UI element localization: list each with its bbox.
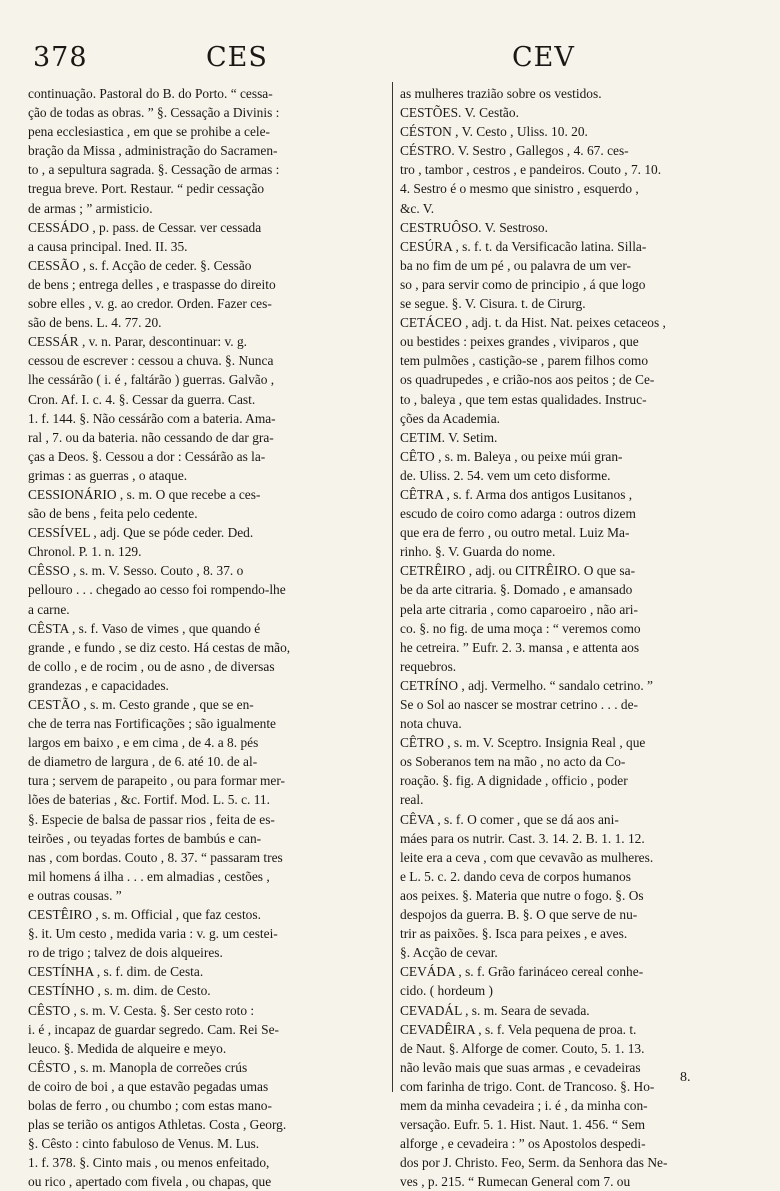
text-line: grande , e fundo , se diz cesto. Há cestas de mão,: [28, 639, 291, 655]
text-line: &c. V.: [400, 200, 435, 216]
text-line: CESSÍVEL , adj. Que se póde ceder. Ded.: [28, 525, 254, 541]
right-column: [400, 84, 758, 1191]
text-line: nota chuva.: [400, 716, 462, 732]
text-line: Chronol. P. 1. n. 129.: [28, 544, 142, 560]
text-line: CÊTRA , s. f. Arma dos antigos Lusitanos ,: [400, 486, 633, 502]
text-line: leuco. §. Medida de alqueire e meyo.: [28, 1040, 227, 1056]
text-line: de coiro de boi , a que estavão pegadas umas: [28, 1078, 269, 1094]
text-line: so , para servir como de principio , á que logo: [400, 276, 646, 292]
text-line: não levão mais que suas armas , e cevadeiras: [400, 1059, 641, 1075]
text-line: de diametro de largura , de 6. até 10. de al-: [28, 754, 258, 770]
text-line: CESTÍNHA , s. f. dim. de Cesta.: [28, 964, 204, 980]
text-line: ção de todas as obras. ” §. Cessação a Divinis :: [28, 105, 280, 121]
text-line: tura ; servem de parapeito , ou para formar mer-: [28, 773, 286, 789]
text-line: cido. ( hordeum ): [400, 983, 493, 999]
text-line: largos em baixo , e em cima , de 4. a 8. pés: [28, 735, 259, 751]
column-divider: [392, 82, 393, 1092]
text-line: CEVADÁL , s. m. Seara de sevada.: [400, 1002, 590, 1018]
text-line: máes para os nutrir. Cast. 3. 14. 2. B. 1. 1. 12.: [400, 830, 645, 846]
text-line: bração da Missa , administração do Sacramen-: [28, 143, 278, 159]
page-number: 378: [33, 42, 88, 73]
text-line: CÊSTO , s. m. Manopla de correões crús: [28, 1059, 248, 1075]
text-line: real.: [400, 792, 424, 808]
text-line: CESTÃO , s. m. Cesto grande , que se en-: [28, 697, 254, 712]
text-line: ba no fim de um pé , ou palavra de um ver-: [400, 257, 632, 273]
text-line: lões de baterias , &c. Fortif. Mod. L. 5. c. 11.: [28, 792, 270, 808]
text-line: bolas de ferro , ou chumbo ; com estas mano-: [28, 1097, 272, 1113]
text-line: ou bestides : peixes grandes , viviparos , que: [400, 334, 639, 350]
right-running-head: CEV: [512, 42, 575, 73]
text-line: CESTRUÔSO. V. Sestroso.: [400, 219, 548, 235]
text-line: ções da Academia.: [400, 410, 501, 426]
text-line: i. é , incapaz de guardar segredo. Cam. Rei Se-: [28, 1021, 279, 1037]
text-line: versação. Eufr. 5. 1. Hist. Naut. 1. 456. “ Sem: [400, 1117, 646, 1133]
text-line: a carne.: [28, 601, 70, 617]
text-line: to , a sepultura sagrada. §. Cessação de armas :: [28, 162, 280, 178]
text-line: de Naut. §. Alforge de comer. Couto, 5. 1. 13.: [400, 1040, 645, 1056]
text-line: nas , com bordas. Couto , 8. 37. “ passaram tres: [28, 849, 283, 865]
text-line: to , baleya , que tem estas qualidades. Instruc-: [400, 391, 647, 407]
text-line: de. Uliss. 2. 54. vem um ceto disforme.: [400, 467, 611, 483]
text-line: CESSÃO , s. f. Acção de ceder. §. Cessão: [28, 257, 252, 273]
text-line: CETIM. V. Setim.: [400, 429, 498, 445]
text-line: plas se terião os antigos Athletas. Costa , Georg.: [28, 1117, 287, 1133]
text-line: CESSÁDO , p. pass. de Cessar. ver cessada: [28, 219, 262, 235]
text-line: as mulheres trazião sobre os vestidos.: [400, 86, 602, 101]
text-line: pela arte citraria , como caparoeiro , não ari-: [400, 601, 638, 617]
text-line: grandezas , e capacidades.: [28, 677, 169, 693]
text-line: CESSÁR , v. n. Parar, descontinuar: v. g.: [28, 334, 248, 350]
text-line: Se o Sol ao nascer se mostrar cetrino . . . de-: [400, 697, 638, 712]
text-line: grimas : as guerras , o ataque.: [28, 467, 188, 483]
text-line: e outras cousas. ”: [28, 887, 122, 903]
text-line: despojos da guerra. B. §. O que serve de nu-: [400, 907, 638, 923]
text-line: CÊSSO , s. m. V. Sesso. Couto , 8. 37. o: [28, 563, 244, 579]
text-line: trir as paixões. §. Isca para peixes , e aves.: [400, 926, 628, 942]
text-line: CETRÍNO , adj. Vermelho. “ sandalo cetrino. ”: [400, 677, 653, 693]
text-line: CÊSTO , s. m. V. Cesta. §. Ser cesto roto :: [28, 1002, 255, 1018]
text-line: ças a Deos. §. Cessou a dor : Cessárão as la-: [28, 448, 266, 464]
text-line: mil homens á ilha . . . em almadias , cestões ,: [28, 868, 270, 884]
text-line: tro , tambor , cestros , e pandeiros. Couto , 7. 10.: [400, 162, 662, 178]
text-line: rinho. §. V. Guarda do nome.: [400, 544, 556, 560]
text-line: 1. f. 144. §. Não cessárão com a bateria. Ama-: [28, 410, 276, 426]
text-line: 1. f. 378. §. Cinto mais , ou menos enfeitado,: [28, 1155, 270, 1171]
text-line: §. Acção de cevar.: [400, 945, 498, 961]
text-line: se segue. §. V. Cisura. t. de Cirurg.: [400, 296, 586, 312]
text-line: he cetreira. ” Eufr. 2. 3. mansa , e attenta aos: [400, 639, 640, 655]
text-line: CESTÍNHO , s. m. dim. de Cesto.: [28, 983, 211, 999]
text-line: CESÚRA , s. f. t. da Versificacão latina. Silla-: [400, 238, 647, 254]
text-line: pellouro . . . chegado ao cesso foi rompendo-lhe: [28, 582, 286, 598]
text-line: tregua breve. Port. Restaur. “ pedir cessação: [28, 181, 265, 197]
left-column: [28, 84, 386, 1191]
text-line: CEVADÊIRA , s. f. Vela pequena de proa. t.: [400, 1021, 637, 1037]
text-line: §. it. Um cesto , medida varia : v. g. um cestei-: [28, 926, 278, 942]
text-line: CÊTO , s. m. Baleya , ou peixe múi gran-: [400, 448, 623, 464]
text-line: §. Especie de balsa de passar rios , feita de es-: [28, 811, 275, 827]
text-line: CESSIONÁRIO , s. m. O que recebe a ces-: [28, 486, 261, 502]
text-line: leite era a ceva , com que cevavão as mulheres.: [400, 849, 654, 865]
text-line: dos por J. Christo. Feo, Serm. da Senhora das Ne-: [400, 1155, 668, 1171]
text-line: alforge , e cevadeira : ” os Apostolos despedi-: [400, 1136, 646, 1152]
text-line: que era de ferro , ou outro metal. Luiz Ma-: [400, 525, 630, 541]
text-line: a causa principal. Ined. II. 35.: [28, 238, 188, 254]
text-line: §. Cêsto : cinto fabuloso de Venus. M. Lus.: [28, 1136, 260, 1152]
text-line: teirões , ou teyadas fortes de bambús e can-: [28, 830, 262, 846]
text-line: CÉSTRO. V. Sestro , Gallegos , 4. 67. ces-: [400, 143, 629, 159]
text-line: sobre elles , v. g. ao credor. Orden. Fazer ces-: [28, 296, 272, 312]
text-line: CÊTRO , s. m. V. Sceptro. Insignia Real , que: [400, 735, 646, 751]
text-line: são de bens , feita pelo cedente.: [28, 506, 198, 522]
text-line: e L. 5. c. 2. dando ceva de corpos humanos: [400, 868, 631, 884]
text-line: ves , p. 215. “ Rumecan General com 7. ou: [400, 1174, 631, 1190]
text-line: os Soberanos tem na mão , no acto da Co-: [400, 754, 626, 770]
text-line: tem pulmões , castição-se , parem filhos como: [400, 353, 649, 369]
text-line: 4. Sestro é o mesmo que sinistro , esquerdo ,: [400, 181, 639, 197]
text-line: lhe cessárão ( i. é , faltárão ) guerras. Galvão ,: [28, 372, 275, 388]
text-line: de armas ; ” armisticio.: [28, 200, 153, 216]
text-line: com farinha de trigo. Cont. de Trancoso. §. Ho-: [400, 1078, 655, 1094]
text-line: ro de trigo ; talvez de dois alqueires.: [28, 945, 223, 961]
text-line: ou rico , apertado com fivela , ou chapas, que: [28, 1174, 272, 1190]
text-line: CÊVA , s. f. O comer , que se dá aos ani-: [400, 811, 619, 827]
signature-mark: 8.: [680, 1070, 691, 1085]
text-line: co. §. no fig. de uma moça : “ veremos como: [400, 620, 641, 636]
left-running-head: CES: [206, 42, 268, 73]
text-line: CETRÊIRO , adj. ou CITRÊIRO. O que sa-: [400, 563, 636, 579]
text-line: de bens ; entrega delles , e traspasse do direito: [28, 276, 276, 292]
text-line: Cron. Af. I. c. 4. §. Cessar da guerra. Cast.: [28, 391, 256, 407]
text-line: che de terra nas Fortificações ; são igualmente: [28, 716, 276, 732]
text-line: roação. §. fig. A dignidade , officio , poder: [400, 773, 628, 789]
text-line: aos peixes. §. Materia que nutre o fogo. §. Os: [400, 887, 644, 903]
text-line: CÊSTA , s. f. Vaso de vimes , que quando é: [28, 620, 261, 636]
text-line: continuação. Pastoral do B. do Porto. “ cessa-: [28, 86, 273, 101]
text-line: pena ecclesiastica , em que se prohibe a cele-: [28, 124, 271, 140]
text-line: cessou de escrever : cessou a chuva. §. Nunca: [28, 353, 274, 369]
text-line: ral , 7. ou da bateria. não cessando de dar gra-: [28, 429, 274, 445]
text-line: os quadrupedes , e crião-nos aos peitos ; de Ce-: [400, 372, 655, 388]
text-line: CESTÕES. V. Cestão.: [400, 105, 519, 121]
text-line: CEVÁDA , s. f. Grão farináceo cereal conhe-: [400, 964, 644, 980]
text-line: CETÁCEO , adj. t. da Hist. Nat. peixes cetaceos ,: [400, 315, 666, 331]
text-line: mem da minha cevadeira ; i. é , da minha con-: [400, 1097, 648, 1113]
text-line: CESTÊIRO , s. m. Official , que faz cestos.: [28, 907, 261, 923]
text-line: be da arte citraria. §. Domado , e amansado: [400, 582, 633, 598]
text-line: requebros.: [400, 658, 457, 674]
text-line: CÉSTON , V. Cesto , Uliss. 10. 20.: [400, 124, 588, 140]
text-line: de collo , e de rocim , ou de asno , de diversas: [28, 658, 275, 674]
text-line: escudo de coiro como adarga : outros dizem: [400, 506, 636, 522]
text-line: são de bens. L. 4. 77. 20.: [28, 315, 162, 331]
